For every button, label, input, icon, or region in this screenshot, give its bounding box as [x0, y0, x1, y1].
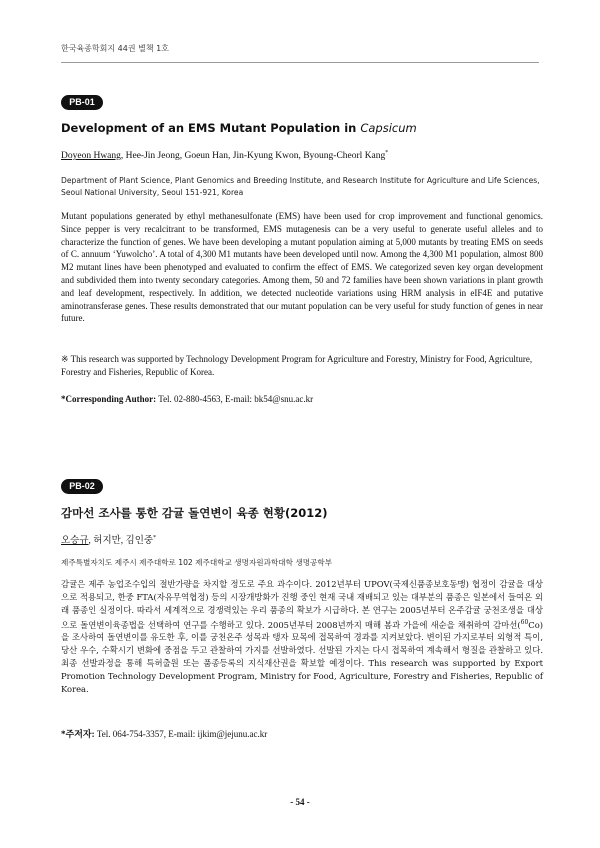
entry-badge: PB-02 — [61, 479, 103, 494]
affiliation: Department of Plant Science, Plant Genomics and Breeding Institute, and Research Institute for Agriculture and Life Sciences, Seoul National University, Seoul 151-921, Korea — [61, 176, 540, 197]
contact-label: *주저자: — [61, 729, 95, 739]
author-list — [61, 532, 541, 546]
co-authors: , 허지만, 김인중 — [88, 536, 154, 546]
title-text: Development of an EMS Mutant Population in — [61, 121, 361, 135]
presenting-author: 오승규 — [61, 536, 89, 546]
entry-title: 감마선 조사를 통한 감귤 돌연변이 육종 현황(2012) — [61, 506, 328, 520]
corresponding-contact — [61, 727, 543, 740]
abstract-text — [61, 578, 543, 696]
entry-badge: PB-01 — [61, 95, 103, 110]
entry-title — [61, 121, 541, 135]
presenting-author: Doyeon Hwang — [61, 151, 121, 162]
contact-label: *Corresponding Author: — [61, 394, 157, 404]
corresponding-mark: * — [385, 150, 389, 156]
journal-header: 한국육종학회지 44권 별책 1호 — [61, 44, 169, 53]
author-list — [61, 150, 541, 161]
co-authors: , Hee-Jin Jeong, Goeun Han, Jin-Kyung Kwon, Byoung-Cheorl Kang — [120, 151, 386, 162]
corresponding-contact — [61, 394, 543, 404]
abstract-part: Co)을 조사하여 돌연변이를 유도한 후, 이를 궁천온주 성목과 탱자 묘목에 접목하여 경과를 지켜보았다. 변이된 가지로부터 외형적 특이, 당산 우수, 수확시기 변화에 중점을 두고 관찰하여 가지를 선발하였다. 선발된 가지는 다시 접목하여 계속해서 형질을 관찰하고 있다. 최종 선발과정을 통해 특허출원 또는 품종등록의 지식재산권을 확보할 예정이다. This research was supported by Export Promotion Technology Development Program, Ministry for Food, Agriculture, Forestry and Fisheries, Republic of Korea. — [61, 619, 543, 695]
contact-details: Tel. 064-754-3357, E-mail: ijkim@jejunu.ac.kr — [94, 729, 268, 739]
affiliation: 제주특별자치도 제주시 제주대학로 102 제주대학교 생명자원과학대학 생명공학부 — [61, 558, 333, 567]
abstract-part: 감귤은 제주 농업조수입의 절반가량을 차지할 정도로 주요 과수이다. 2012년부터 UPOV(국제신품종보호동맹) 협정이 감귤을 대상으로 적용되고, 한중 FTA(자유무역협정) 등의 시장개방화가 진행 중인 현재 국내 재배되고 있는 대부분의 품종은 일본에서 들여온 외래 품종인 실정이다. 따라서 세계적으로 경쟁력있는 우리 품종의 확보가 시급하다. 본 연구는 2005년부터 온주감귤 궁천조생을 대상으로 돌연변이육종법을 선택하여 연구를 수행하고 있다. 2005년부터 2008년까지 매해 봄과 가을에 새순을 채취하여 감마선( — [61, 579, 543, 630]
title-italic-text: Capsicum — [360, 121, 417, 135]
header-rule — [61, 62, 539, 63]
abstract-text: Mutant populations generated by ethyl methanesulfonate (EMS) have been used for crop improvement and functional genomics. Since pepper is very recalcitrant to be transformed, EMS mutagenesis can be a very useful to generate useful alleles and to characterize the function of genes. We have been developing a mutant population aiming at 5,000 mutants by treating EMS on seeds of C. annuum ‘Yuwolcho’. A total of 4,300 M1 mutants have been developed until now. Among the 4,300 M1 population, almost 800 M2 mutant lines have been phenotyped and evaluated to confirm the effect of EMS. We categorized seven key organ development and subdivided them into twenty secondary categories. Among them, 50 and 72 families have been shown variations in plant growth and leaf development, respectively. In addition, we detected nucleotide variations using HRM analysis in eIF4E and putative aminotransferase genes. These results demonstrated that our mutant population can be very useful for study function of genes in near future. — [61, 211, 543, 324]
isotope-superscript: 60 — [520, 618, 529, 626]
page-number: - 54 - — [290, 797, 310, 807]
corresponding-mark: * — [153, 534, 157, 541]
contact-details: Tel. 02-880-4563, E-mail: bk54@snu.ac.kr — [156, 394, 314, 404]
acknowledgement: ※ This research was supported by Technology Development Program for Agriculture and Forestry, Ministry for Food, Agriculture, Forestry and Fisheries, Republic of Korea. — [61, 354, 533, 377]
